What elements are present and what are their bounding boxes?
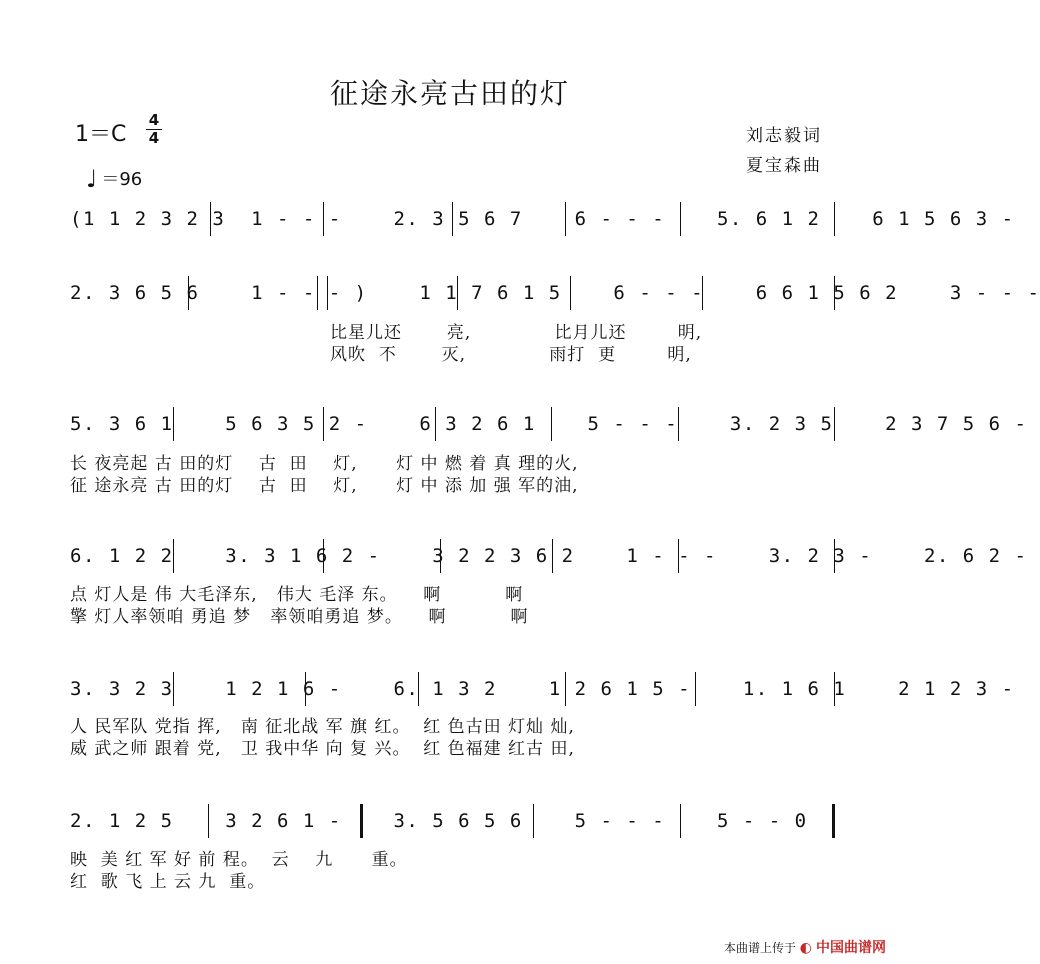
bar-line (452, 202, 453, 236)
bar-line (678, 539, 679, 573)
lyric-verse-1: 映 美 红 军 好 前 程。 云 九 重。 (70, 850, 408, 870)
bar-line (834, 539, 835, 573)
bar-line (418, 672, 419, 706)
final-bar-line (832, 804, 835, 838)
bar-line (695, 672, 696, 706)
site-logo-icon: ◐ (799, 940, 812, 956)
bar-line (570, 276, 571, 310)
bar-line (173, 672, 174, 706)
staff-notes: 6. 1 2 2 3. 3 1 6 2 - 3 2 2 3 6 2 1 - - - 3. 2 3 - 2. 6 2 - (70, 545, 1028, 567)
bar-line (435, 407, 436, 441)
bar-line (173, 539, 174, 573)
staff-line-1 (70, 202, 1015, 242)
bar-line (323, 202, 324, 236)
staff-line-3 (70, 407, 1028, 447)
song-title: 征途永亮古田的灯 (329, 77, 570, 110)
bar-line (327, 276, 328, 310)
footer-credit (724, 937, 886, 957)
lyric-verse-1: 比星儿还 亮, 比月儿还 明, (330, 323, 703, 343)
lyric-verse-1: 人 民军队 党指 挥, 南 征北战 军 旗 红。 红 色古田 灯灿 灿, (70, 717, 575, 737)
bar-line (323, 539, 324, 573)
staff-line-6 (70, 804, 840, 844)
bar-line (440, 539, 441, 573)
staff-line-4 (70, 539, 1028, 579)
bar-line (680, 804, 681, 838)
bar-line (305, 672, 306, 706)
bar-line (834, 276, 835, 310)
bar-line (210, 202, 211, 236)
staff-notes: 3. 3 2 3 1 2 1 6 - 6. 1 3 2 1 2 6 1 5 - 1. 1 6 1 2 1 2 3 - (70, 678, 1015, 700)
bar-line (565, 202, 566, 236)
staff-notes: 5. 3 6 1 5 6 3 5 2 - 6 3 2 6 1 5 - - - 3. 2 3 5 2 3 7 5 6 - (70, 413, 1028, 435)
key-signature: 1＝C (75, 122, 127, 147)
lyric-verse-2: 擎 灯人率领咱 勇追 梦 率领咱勇追 梦。 啊 啊 (70, 607, 529, 627)
lyric-verse-2: 威 武之师 跟着 党, 卫 我中华 向 复 兴。 红 色福建 红古 田, (70, 739, 575, 759)
staff-notes: 2. 1 2 5 3 2 6 1 - 3. 5 6 5 6 5 - - - 5 - - 0 (70, 810, 808, 832)
time-signature-bottom: 4 (148, 129, 160, 147)
bar-line (551, 407, 552, 441)
lyric-verse-2: 征 途永亮 古 田的灯 古 田 灯, 灯 中 添 加 强 军的油, (70, 476, 579, 496)
site-name[interactable]: 中国曲谱网 (816, 940, 886, 956)
lyric-verse-1: 点 灯人是 伟 大毛泽东, 伟大 毛泽 东。 啊 啊 (70, 585, 524, 605)
bar-line (565, 672, 566, 706)
staff-line-5 (70, 672, 1015, 712)
bar-line (208, 804, 209, 838)
staff-notes: (1 1 2 3 2 3 1 - - - 2. 3 5 6 7 6 - - - 5. 6 1 2 6 1 5 6 3 - (70, 208, 1015, 230)
bar-line (317, 276, 318, 310)
time-signature-top: 4 (148, 111, 160, 129)
bar-line (678, 407, 679, 441)
bar-line (173, 407, 174, 441)
staff-line-2 (70, 276, 1040, 316)
bar-line (834, 672, 835, 706)
bar-line (457, 276, 458, 310)
tempo-value: ＝96 (101, 169, 143, 190)
staff-notes: 2. 3 6 5 6 1 - - - ) 1 1 7 6 1 5 6 - - - 6 6 1 5 6 2 3 - - - (70, 282, 1040, 304)
bar-line (834, 202, 835, 236)
bar-line (323, 407, 324, 441)
tempo-marking (86, 165, 142, 193)
lyricist-credit: 刘志毅词 (746, 126, 822, 146)
bar-line (552, 539, 553, 573)
lyric-verse-2: 风吹 不 灭, 雨打 更 明, (330, 345, 692, 365)
lyric-verse-1: 长 夜亮起 古 田的灯 古 田 灯, 灯 中 燃 着 真 理的火, (70, 454, 579, 474)
bar-line (533, 804, 534, 838)
quarter-note-icon: ♩ (86, 165, 98, 193)
time-signature (146, 113, 162, 146)
bar-line (702, 276, 703, 310)
footer-text: 本曲谱上传于 (723, 941, 796, 955)
lyric-verse-2: 红 歌 飞 上 云 九 重。 (70, 872, 266, 892)
repeat-bar-line (360, 804, 363, 838)
bar-line (834, 407, 835, 441)
bar-line (188, 276, 189, 310)
bar-line (680, 202, 681, 236)
composer-credit: 夏宝森曲 (746, 156, 822, 176)
